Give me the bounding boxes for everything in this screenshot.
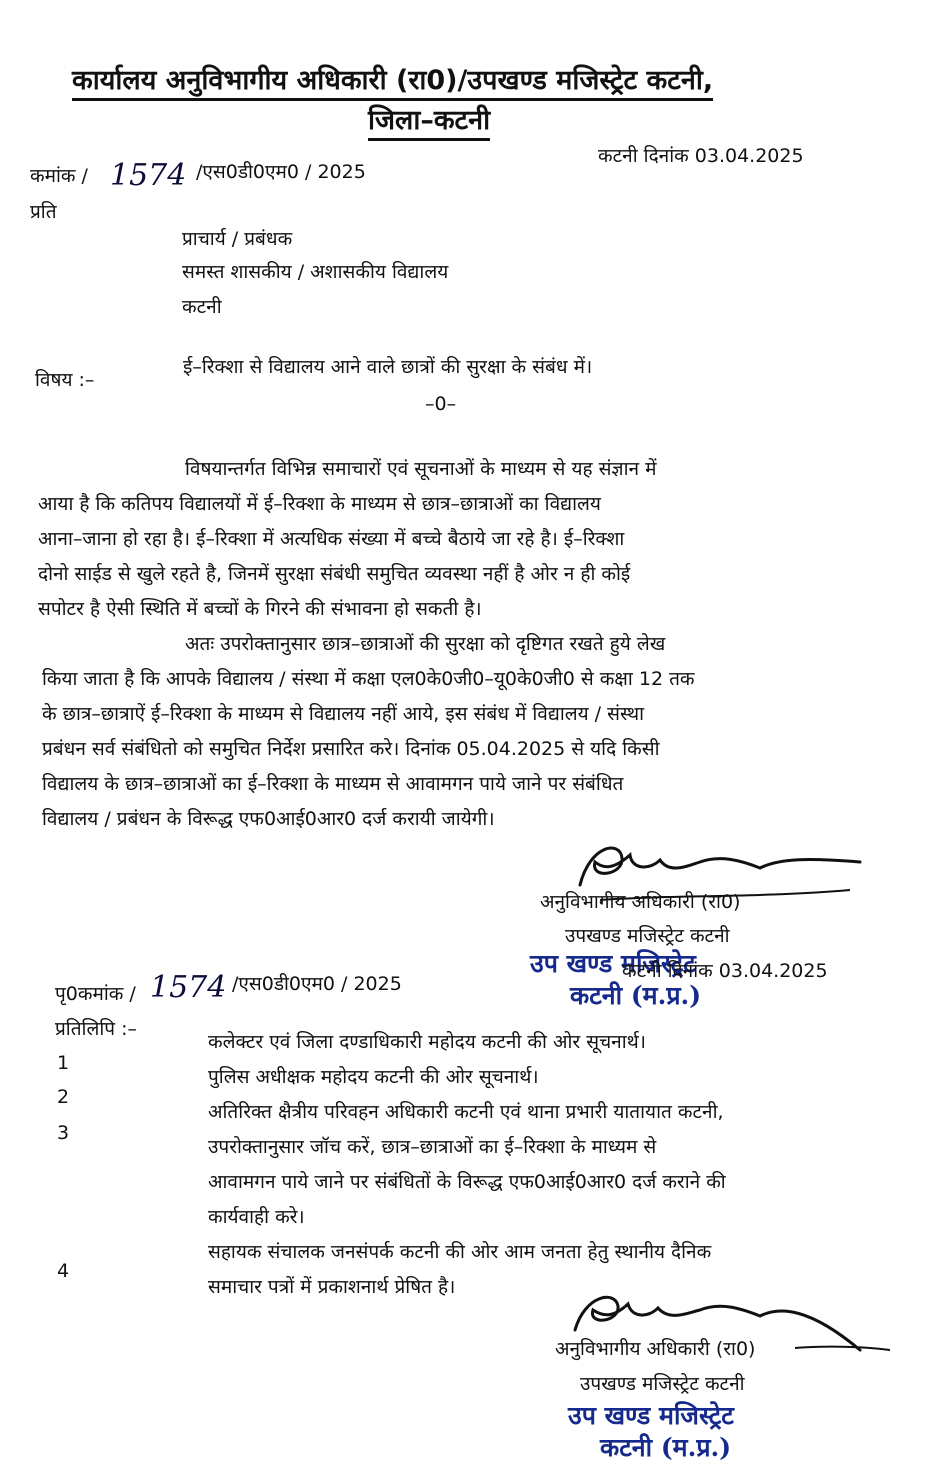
letter-date: कटनी दिनांक 03.04.2025 (598, 145, 804, 167)
copy-date: कटनी दिनांक 03.04.2025 (622, 960, 828, 982)
copy-ref-suffix: /एस0डी0एम0 / 2025 (232, 973, 402, 995)
office-header-district (368, 100, 490, 137)
recipient-line: समस्त शासकीय / अशासकीय विद्यालय (182, 261, 449, 283)
ref-suffix: /एस0डी0एम0 / 2025 (196, 161, 366, 183)
para2-line: विद्यालय / प्रबंधन के विरूद्ध एफ0आई0आर0 दर्ज करायी जायेगी। (42, 808, 495, 830)
copy-number: 4 (57, 1260, 70, 1282)
para1-line: आया है कि कतिपय विद्यालयों में ई–रिक्शा के माध्यम से छात्र–छात्राओं का विद्यालय (38, 493, 601, 515)
copy-number: 1 (57, 1052, 70, 1074)
para1-line: विषयान्तर्गत विभिन्न समाचारों एवं सूचनाओं के माध्यम से यह संज्ञान में (185, 458, 657, 480)
subject-label: विषय :– (35, 369, 95, 391)
copy-ref-prefix: पृ0कमांक / (55, 983, 136, 1005)
para1-line: दोनो साईड से खुले रहते है, जिनमें सुरक्षा संबंधी समुचित व्यवस्था नहीं है ओर न ही कोई (38, 563, 631, 585)
recipient-line: प्राचार्य / प्रबंधक (182, 228, 293, 250)
para2-line: प्रबंधन सर्व संबंधितो को समुचित निर्देश प्रसारित करे। दिनांक 05.04.2025 से यदि किसी (42, 738, 660, 760)
copy-item-line: उपरोक्तानुसार जॉच करें, छात्र–छात्राओं का ई–रिक्शा के माध्यम से (208, 1136, 657, 1158)
copy-item-line: कलेक्टर एवं जिला दण्डाधिकारी महोदय कटनी की ओर सूचनार्थ। (208, 1031, 646, 1053)
signatory-designation-2: उपखण्ड मजिस्ट्रेट कटनी (580, 1373, 745, 1395)
signatory-title-2: अनुविभागीय अधिकारी (रा0) (555, 1338, 756, 1360)
copy-item-line: पुलिस अधीक्षक महोदय कटनी की ओर सूचनार्थ। (208, 1066, 539, 1088)
subject-text: ई–रिक्शा से विद्यालय आने वाले छात्रों की सुरक्षा के संबंध में। (183, 356, 593, 378)
recipient-line: कटनी (182, 296, 222, 318)
copy-item-line: सहायक संचालक जनसंपर्क कटनी की ओर आम जनता हेतु स्थानीय दैनिक (208, 1241, 712, 1263)
ref-prefix: कमांक / (30, 165, 88, 187)
copy-number: 2 (57, 1086, 70, 1108)
office-header-line2: जिला–कटनी (368, 105, 490, 141)
signatory-title: अनुविभागीय अधिकारी (रा0) (540, 891, 741, 913)
para1-line: सपोटर है ऐसी स्थिति में बच्चों के गिरने की संभावना हो सकती है। (38, 598, 482, 620)
copy-item-line: समाचार पत्रों में प्रकाशनार्थ प्रेषित है। (208, 1276, 456, 1298)
copy-item-line: अतिरिक्त क्षैत्रीय परिवहन अधिकारी कटनी एवं थाना प्रभारी यातायात कटनी, (208, 1101, 724, 1123)
copy-ref-number-handwritten: 1574 (150, 970, 227, 1005)
office-header (72, 60, 713, 97)
office-stamp-2-line2: कटनी (म.प्र.) (600, 1433, 732, 1462)
para2-line: किया जाता है कि आपके विद्यालय / संस्था में कक्षा एल0के0जी0–यू0के0जी0 से कक्षा 12 तक (42, 668, 695, 690)
copy-number: 3 (57, 1122, 70, 1144)
to-label: प्रति (30, 201, 57, 223)
separator: –0– (425, 393, 457, 415)
office-stamp-line1: उप खण्ड मजिस्ट्रेट (530, 949, 696, 978)
copy-item-line: कार्यवाही करे। (208, 1206, 305, 1228)
signatory-designation: उपखण्ड मजिस्ट्रेट कटनी (565, 925, 730, 947)
para1-line: आना–जाना हो रहा है। ई–रिक्शा में अत्यधिक संख्या में बच्चे बैठाये जा रहे है। ई–रिक्शा (38, 528, 625, 550)
office-stamp-line2: कटनी (म.प्र.) (570, 981, 702, 1010)
para2-line: विद्यालय के छात्र–छात्राओं का ई–रिक्शा के माध्यम से आवामगन पाये जाने पर संबंधित (42, 773, 624, 795)
office-stamp-2-line1: उप खण्ड मजिस्ट्रेट (568, 1401, 734, 1430)
ref-number-handwritten: 1574 (110, 158, 187, 193)
copy-item-line: आवामगन पाये जाने पर संबंधितों के विरूद्ध एफ0आई0आर0 दर्ज कराने की (208, 1171, 726, 1193)
para2-line: के छात्र–छात्राऐं ई–रिक्शा के माध्यम से विद्यालय नहीं आये, इस संबंध में विद्यालय / संस्था (42, 703, 645, 725)
office-header-line1: कार्यालय अनुविभागीय अधिकारी (रा0)/उपखण्ड मजिस्ट्रेट कटनी, (72, 65, 713, 101)
copy-label: प्रतिलिपि :– (55, 1018, 138, 1040)
para2-line: अतः उपरोक्तानुसार छात्र–छात्राओं की सुरक्षा को दृष्टिगत रखते हुये लेख (185, 633, 666, 655)
